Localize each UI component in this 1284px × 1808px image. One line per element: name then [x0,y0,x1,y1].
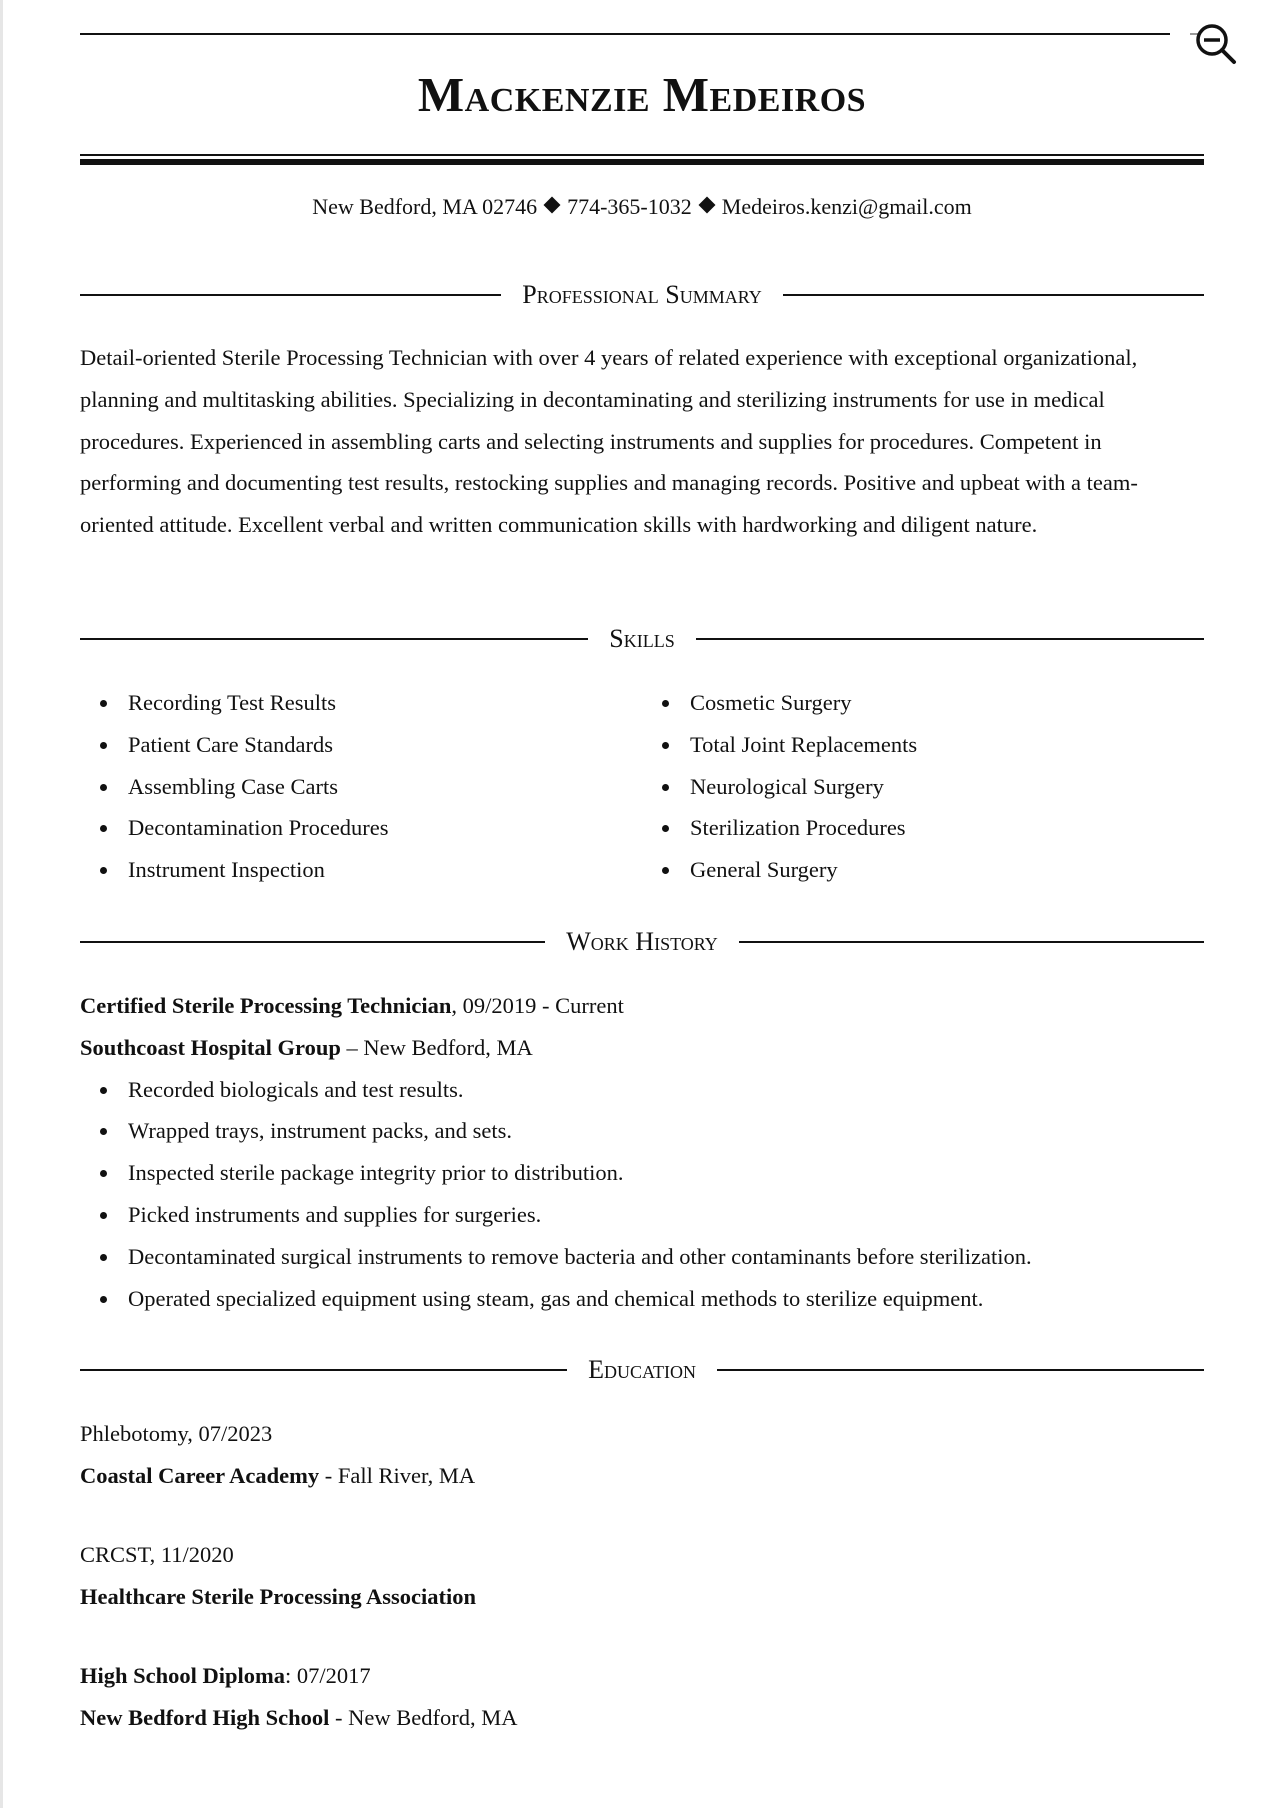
education-school-line [80,1576,1204,1618]
skills-list-left [80,682,640,891]
education-school: Healthcare Sterile Processing Association [80,1583,476,1609]
list-item: Patient Care Standards [80,724,640,766]
job-title: Certified Sterile Processing Technician [80,993,452,1018]
list-item: Decontaminated surgical instruments to remove bacteria and other contaminants before sterilization. [80,1236,1204,1278]
page-edge [0,0,3,1808]
name-divider [80,154,1204,165]
contact-address: New Bedford, MA 02746 [312,194,538,219]
education-degree: CRCST, 11/2020 [80,1542,234,1567]
education-school-line [80,1697,1204,1739]
education-school-line [80,1455,1204,1497]
employer-location: – New Bedford, MA [340,1034,533,1060]
list-item: Assembling Case Carts [80,766,640,808]
section-header-summary [80,278,1204,312]
job-title-line [80,985,1204,1027]
contact-line [80,192,1204,222]
education-location: - Fall River, MA [319,1462,476,1488]
education-entry [80,1413,1204,1497]
diamond-icon [698,197,715,214]
section-header-skills [80,622,1204,656]
list-item: General Surgery [642,849,1204,891]
employer-line [80,1027,1204,1069]
list-item: Neurological Surgery [642,766,1204,808]
education-entry [80,1534,1204,1618]
list-item: Total Joint Replacements [642,724,1204,766]
list-item: Cosmetic Surgery [642,682,1204,724]
job-entry [80,985,1204,1319]
list-item: Recording Test Results [80,682,640,724]
section-title-skills: Skills [609,624,675,653]
top-rule [80,33,1170,35]
job-duties-list [80,1069,1204,1320]
employer-name: Southcoast Hospital Group [80,1034,341,1060]
list-item: Wrapped trays, instrument packs, and sets. [80,1110,1204,1152]
list-item: Inspected sterile package integrity prior to distribution. [80,1152,1204,1194]
education-degree: : 07/2017 [285,1663,371,1688]
candidate-name: Mackenzie Medeiros [417,67,867,122]
education-school: Coastal Career Academy [80,1462,320,1488]
education-degree-bold: High School Diploma [80,1663,286,1688]
section-header-work [80,925,1204,959]
section-title-work: Work History [566,927,718,956]
diamond-icon [544,197,561,214]
education-school: New Bedford High School [80,1704,330,1730]
list-item: Recorded biologicals and test results. [80,1069,1204,1111]
contact-phone: 774-365-1032 [567,194,692,219]
list-item: Operated specialized equipment using steam, gas and chemical methods to sterilize equipment. [80,1278,1204,1320]
education-entry [80,1655,1204,1739]
summary-text: Detail-oriented Sterile Processing Technician with over 4 years of related experience with exceptional organizational, planning and multitasking abilities. Specializing in decontaminating and sterilizing instruments for use in medical procedures. Experienced in assembling carts and selecting instruments and supplies for procedures. Competent in performing and documenting test results, restocking supplies and managing records. Positive and upbeat with a team-oriented attitude. Excellent verbal and written communication skills with hardworking and diligent nature. [80,345,1138,538]
list-item: Decontamination Procedures [80,807,640,849]
contact-email: Medeiros.kenzi@gmail.com [721,194,972,219]
education-location: - New Bedford, MA [329,1704,518,1730]
section-title-education: Education [588,1355,696,1384]
list-item: Picked instruments and supplies for surgeries. [80,1194,1204,1236]
section-title-summary: Professional Summary [522,280,762,309]
education-degree: Phlebotomy, 07/2023 [80,1421,273,1446]
list-item: Instrument Inspection [80,849,640,891]
skills-list-right [642,682,1204,891]
section-header-education [80,1353,1204,1387]
job-dates: , 09/2019 - Current [451,993,624,1018]
education-degree-line [80,1655,1204,1697]
list-item: Sterilization Procedures [642,807,1204,849]
